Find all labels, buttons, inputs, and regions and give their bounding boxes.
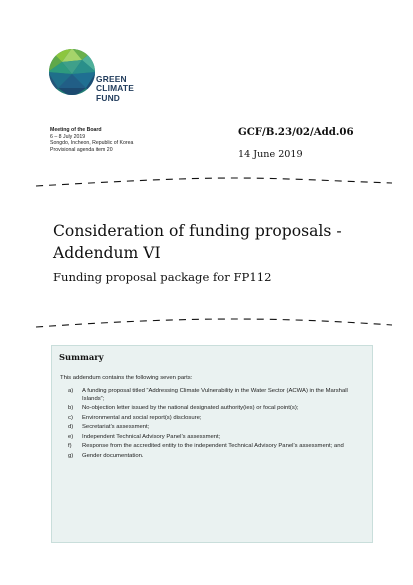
divider-top (34, 175, 394, 189)
summary-intro: This addendum contains the following seven parts: (60, 375, 193, 381)
list-item-text: No-objection letter issued by the national designated authority(ies) or focal point(s); (82, 405, 299, 412)
list-item (68, 405, 368, 413)
summary-heading: Summary (59, 352, 104, 362)
list-item-label: c) (68, 414, 73, 421)
list-item-label: d) (68, 424, 74, 431)
list-item (68, 453, 368, 461)
page-title: Consideration of funding proposals - Addendum VI (53, 222, 342, 262)
list-item (68, 424, 368, 432)
page-subtitle: Funding proposal package for FP112 (53, 270, 272, 284)
meeting-location: Songdo, Incheon, Republic of Korea (50, 140, 134, 146)
meeting-dates: 6 – 8 July 2019 (50, 133, 86, 140)
list-item-label: g) (68, 453, 74, 460)
document-date: 14 June 2019 (238, 149, 303, 160)
list-item-label: a) (68, 388, 74, 394)
globe-icon (48, 48, 100, 98)
list-item-text: Secretariat’s assessment; (82, 424, 150, 431)
meeting-title: Meeting of the Board (50, 127, 102, 133)
list-item-label: f) (68, 443, 72, 450)
divider-bottom (34, 316, 394, 330)
logo-line: CLIMATE (96, 83, 134, 94)
list-item-text: Independent Technical Advisory Panel’s assessment; (82, 433, 221, 440)
list-item (68, 388, 368, 403)
document-id: GCF/B.23/02/Add.06 (238, 126, 354, 138)
list-item-label: e) (68, 433, 74, 440)
logo-wordmark (96, 75, 134, 103)
list-item-text: A funding proposal titled “Addressing Climate Vulnerability in the Water Sector (ACWA) in the Marshall Islands”; (82, 388, 348, 402)
logo-line: GREEN (96, 74, 127, 84)
list-item-text: Environmental and social report(s) disclosure; (82, 414, 202, 421)
list-item (68, 443, 368, 451)
list-item-text: Gender documentation. (82, 453, 144, 460)
summary-list (68, 388, 368, 463)
list-item-text: Response from the accredited entity to the independent Technical Advisory Panel’s assessment; and (82, 443, 344, 450)
meeting-info (50, 127, 133, 153)
list-item (68, 434, 368, 442)
list-item-label: b) (68, 405, 74, 412)
logo-line: FUND (96, 92, 121, 103)
list-item (68, 415, 368, 423)
agenda-item: Provisional agenda item 20 (50, 146, 113, 153)
